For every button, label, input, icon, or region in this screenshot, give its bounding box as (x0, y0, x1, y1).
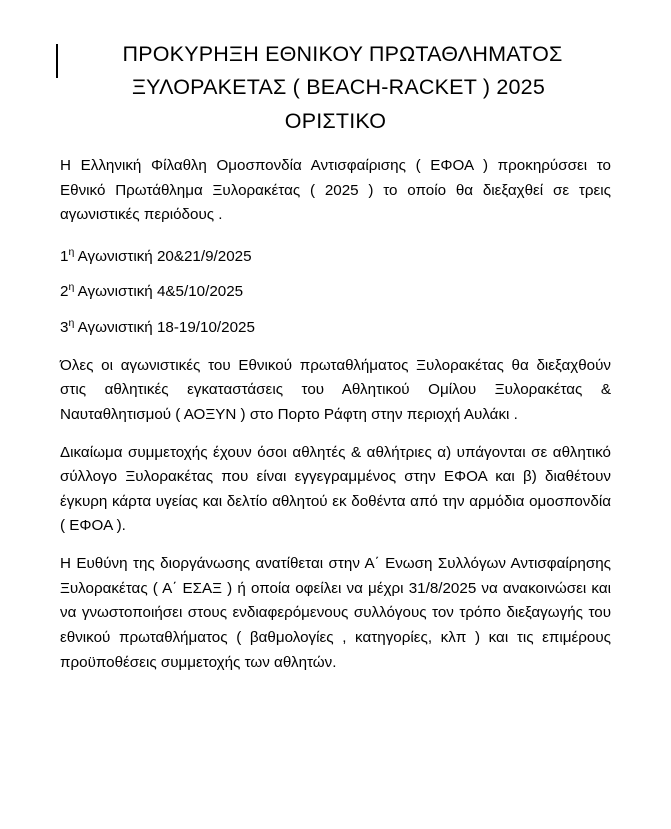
document-title (60, 38, 611, 138)
eligibility-paragraph: Δικαίωμα συμμετοχής έχουν όσοι αθλητές & αθλήτριες α) υπάγονται σε αθλητικό σύλλογο Ξυλορακέτας που είναι εγγεγραμμένος στην ΕΦΟΑ και β) διαθέτουν έγκυρη κάρτα υγείας και δελτίο αθλητού εκ δοθέντα από την αρμόδια ομοσπονδία ( ΕΦΟΑ ). (60, 443, 611, 535)
title-line-1: ΠΡΟΚΥΡΗΞΗ ΕΘΝΙΚΟΥ ΠΡΩΤΑΘΛΗΜΑΤΟΣ (122, 42, 563, 66)
round-1-ordinal-suffix: η (68, 245, 75, 258)
round-1-ordinal: 1 (60, 247, 69, 265)
title-line-2: ΞΥΛΟΡΑΚΕΤΑΣ ( BEACH-RACKET ) 2025 (132, 75, 545, 100)
round-3-ordinal: 3 (60, 319, 69, 337)
round-item-3 (60, 316, 611, 341)
round-2-ordinal: 2 (60, 283, 69, 301)
round-3-ordinal-suffix: η (68, 317, 75, 329)
round-2-ordinal-suffix: η (68, 281, 75, 294)
intro-paragraph: Η Ελληνική Φίλαθλη Ομοσπονδία Αντισφαίρισης ( ΕΦΟΑ ) προκηρύσσει το Εθνικό Πρωτάθλημα Ξυλορακέτας ( 2025 ) το οποίο θα διεξαχθεί σε τρεις αγωνιστικές περιόδους . (60, 156, 611, 224)
title-accent-bar (56, 44, 58, 78)
round-item-2 (60, 280, 611, 305)
organization-paragraph: Η Ευθύνη της διοργάνωσης ανατίθεται στην Α΄ Ενωση Συλλόγων Αντισφαίρησης Ξυλορακέτας ( Α΄ ΕΣΑΞ ) ή οποία οφείλει να μέχρι 31/8/2025 να ανακοινώσει και να γνωστοποιήσει στους ενδιαφερόμενους συλλόγους τον τρόπο διεξαγωγής του εθνικού πρωταθλήματος ( βαθμολογίες , κατηγορίες, κλπ ) και τις επιμέρους προϋποθέσεις συμμετοχής των αθλητών. (60, 555, 611, 671)
round-2-label: Αγωνιστική 4&5/10/2025 (74, 283, 244, 301)
round-3-label: Αγωνιστική 18-19/10/2025 (74, 319, 255, 337)
title-line-3: ΟΡΙΣΤΙΚΟ (284, 108, 387, 133)
round-item-1 (60, 245, 611, 270)
round-1-label: Αγωνιστική 20&21/9/2025 (74, 247, 252, 265)
venue-paragraph: Όλες οι αγωνιστικές του Εθνικού πρωταθλήματος Ξυλορακέτας θα διεξαχθούν στις αθλητικές εγκαταστάσεις του Αθλητικού Ομίλου Ξυλορακέτας & Ναυταθλητισμού ( ΑΟΞΥΝ ) στο Πορτο Ράφτη στην περιοχή Αυλάκι . (60, 356, 611, 423)
